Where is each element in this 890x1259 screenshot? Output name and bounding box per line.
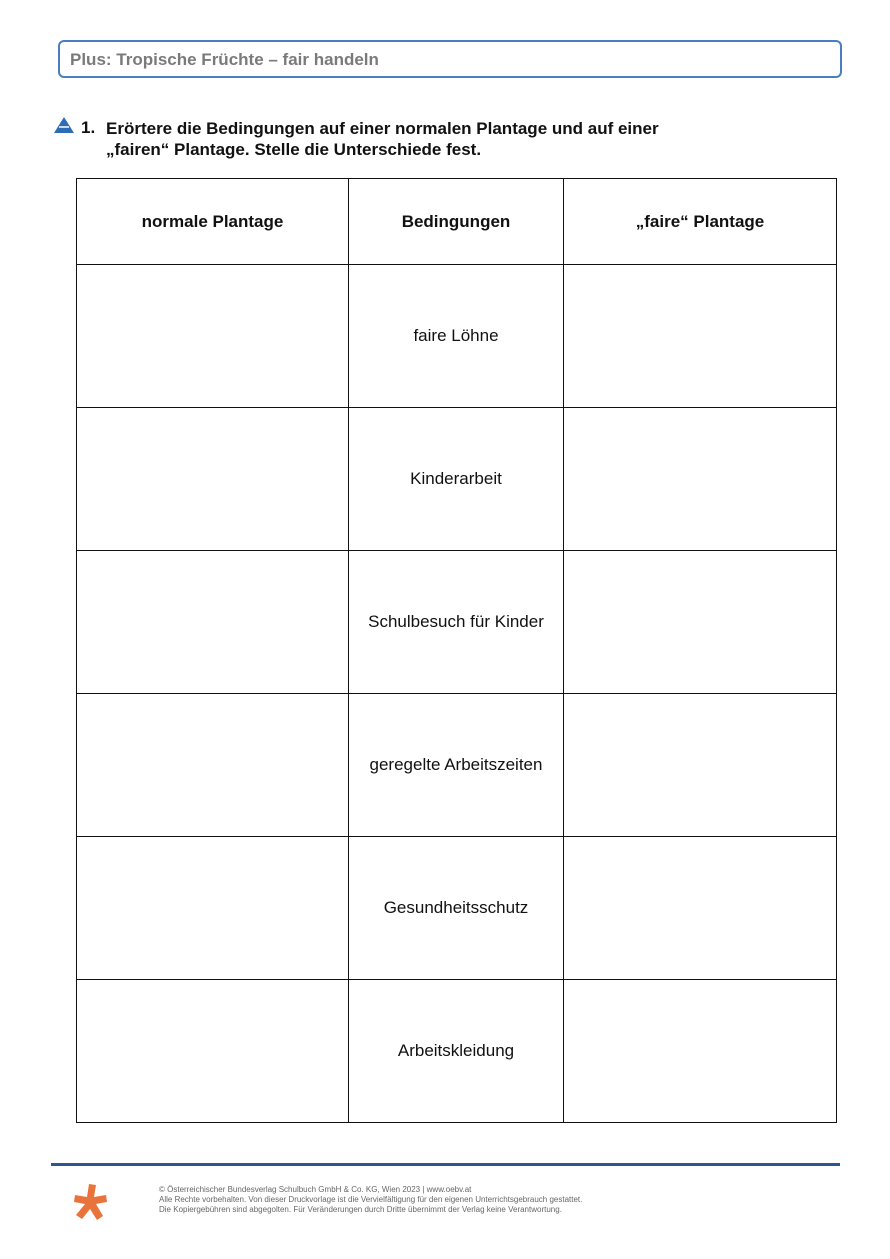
- condition-cell: Schulbesuch für Kinder: [349, 551, 564, 694]
- table-row: [77, 408, 837, 551]
- footer-line-3: Die Kopiergebühren sind abgegolten. Für Veränderungen durch Dritte übernimmt der Verlag keine Verantwortung.: [159, 1205, 562, 1214]
- normal-cell[interactable]: [77, 694, 349, 837]
- normal-cell[interactable]: [77, 551, 349, 694]
- header-bedingungen: Bedingungen: [349, 179, 564, 265]
- normal-cell[interactable]: [77, 837, 349, 980]
- normal-cell[interactable]: [77, 408, 349, 551]
- condition-cell: Kinderarbeit: [349, 408, 564, 551]
- fair-cell[interactable]: [564, 980, 837, 1123]
- normal-cell[interactable]: [77, 265, 349, 408]
- task-number: 1.: [81, 118, 96, 137]
- task-line-2: „fairen“ Plantage. Stelle die Unterschiede fest.: [106, 140, 482, 159]
- normal-cell[interactable]: [77, 980, 349, 1123]
- condition-cell: Arbeitskleidung: [349, 980, 564, 1123]
- title-box: [58, 40, 842, 78]
- task-instruction: [106, 118, 806, 160]
- fair-cell[interactable]: [564, 265, 837, 408]
- condition-cell: geregelte Arbeitszeiten: [349, 694, 564, 837]
- fair-cell[interactable]: [564, 408, 837, 551]
- fair-cell[interactable]: [564, 551, 837, 694]
- condition-cell: Gesundheitsschutz: [349, 837, 564, 980]
- comparison-table: [76, 178, 837, 1123]
- triangle-difficulty-icon: [53, 116, 75, 134]
- condition-cell: faire Löhne: [349, 265, 564, 408]
- fair-cell[interactable]: [564, 837, 837, 980]
- footer-line-1: © Österreichischer Bundesverlag Schulbuch GmbH & Co. KG, Wien 2023 | www.oebv.at: [159, 1185, 472, 1194]
- footer-line-2: Alle Rechte vorbehalten. Von dieser Druckvorlage ist die Vervielfältigung für den eigenen Unterrichtsgebrauch gestattet.: [159, 1195, 583, 1204]
- table-row: [77, 551, 837, 694]
- header-fair-plantage: „faire“ Plantage: [564, 179, 837, 265]
- footer-copyright: [159, 1185, 582, 1215]
- table-row: [77, 837, 837, 980]
- task-line-1: Erörtere die Bedingungen auf einer normalen Plantage und auf einer: [106, 119, 659, 138]
- page-title: Plus: Tropische Früchte – fair handeln: [70, 50, 379, 69]
- header-normal-plantage: normale Plantage: [77, 179, 349, 265]
- footer-divider: [51, 1163, 840, 1166]
- table-row: [77, 265, 837, 408]
- publisher-logo-icon: [72, 1182, 110, 1222]
- table-row: [77, 694, 837, 837]
- fair-cell[interactable]: [564, 694, 837, 837]
- table-row: [77, 980, 837, 1123]
- table-header-row: [77, 179, 837, 265]
